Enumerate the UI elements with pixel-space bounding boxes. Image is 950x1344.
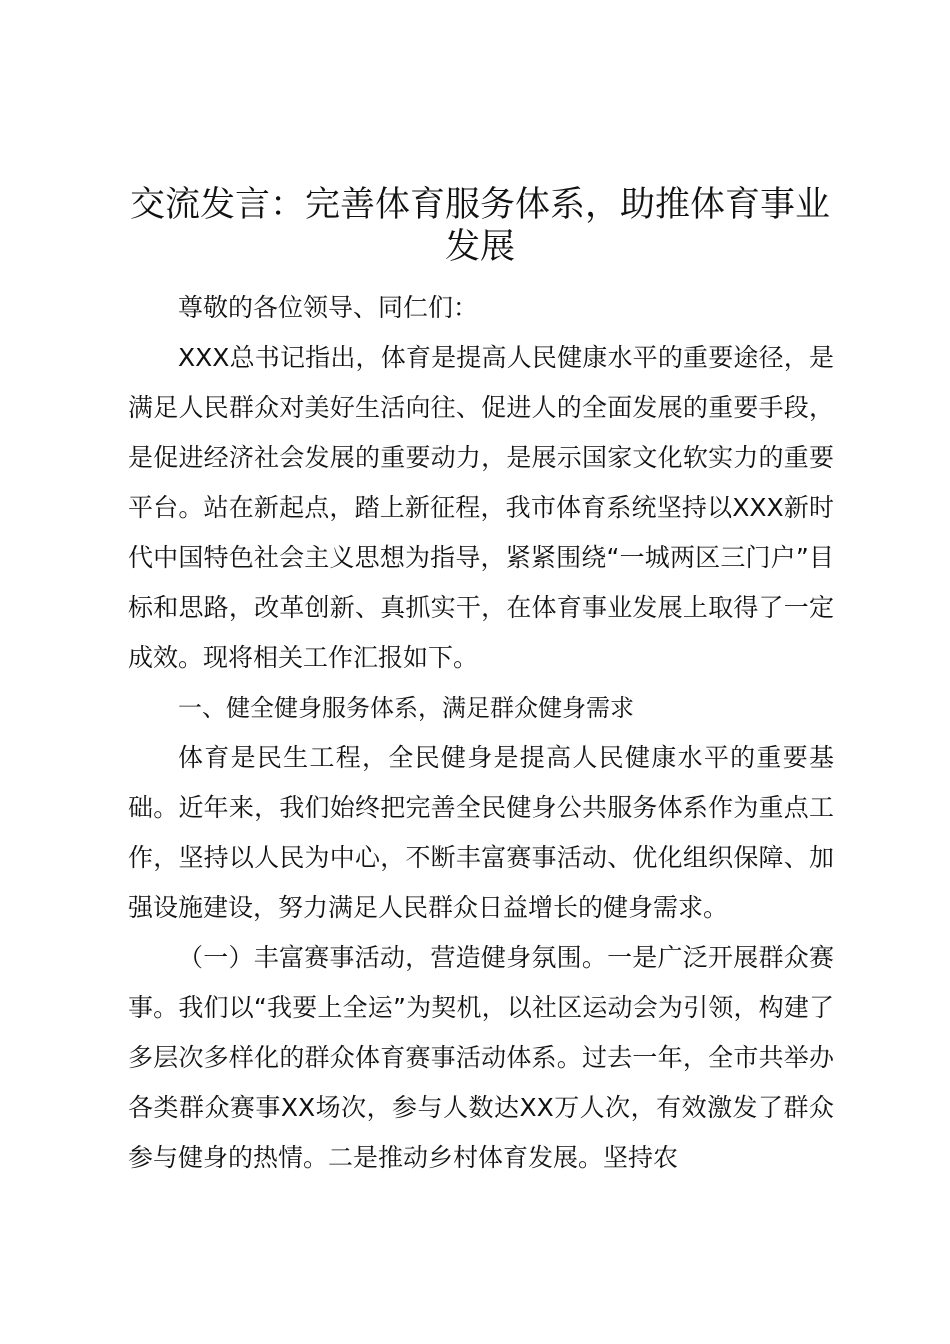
document-title: 交流发言：完善体育服务体系，助推体育事业发展 <box>129 185 830 267</box>
subsection-paragraph: （一）丰富赛事活动，营造健身氛围。一是广泛开展群众赛事。我们以“我要上全运”为契机，以社区运动会为引领，构建了多层次多样化的群众体育赛事活动体系。过去一年，全市共举办各类群众赛事XX场次，参与人数达XX万人次，有效激发了群众参与健身的热情。二是推动乡村体育发展。坚持农 <box>128 943 834 1172</box>
intro-paragraph: XXX总书记指出，体育是提高人民健康水平的重要途径，是满足人民群众对美好生活向往、促进人的全面发展的重要手段，是促进经济社会发展的重要动力，是展示国家文化软实力的重要平台。站在新起点，踏上新征程，我市体育系统坚持以XXX新时代中国特色社会主义思想为指导，紧紧围绕“一城两区三门户”目标和思路，改革创新、真抓实干，在体育事业发展上取得了一定成效。现将相关工作汇报如下。 <box>128 343 834 672</box>
section-heading: 一、健全健身服务体系，满足群众健身需求 <box>178 694 634 722</box>
section-paragraph: 体育是民生工程，全民健身是提高人民健康水平的重要基础。近年来，我们始终把完善全民健身公共服务体系作为重点工作，坚持以人民为中心，不断丰富赛事活动、优化组织保障、加强设施建设，努力满足人民群众日益增长的健身需求。 <box>128 743 834 922</box>
salutation-paragraph: 尊敬的各位领导、同仁们： <box>178 293 479 322</box>
document-body <box>128 283 834 1183</box>
